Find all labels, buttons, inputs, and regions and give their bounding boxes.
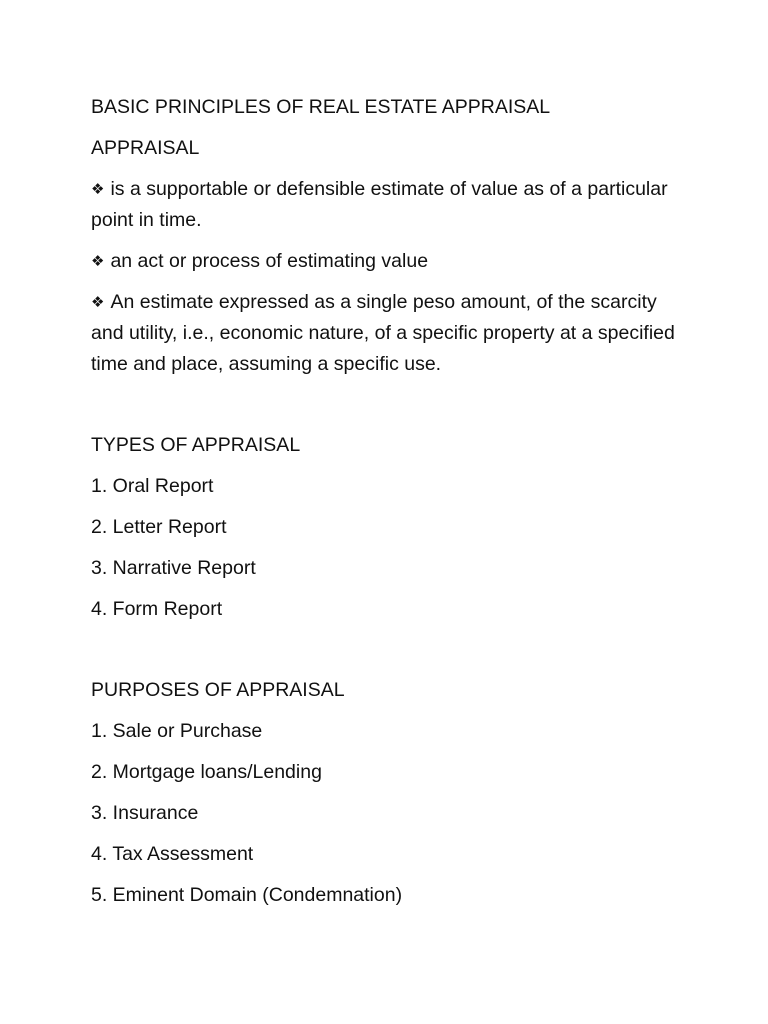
purposes-list-item: 4. Tax Assessment — [91, 843, 254, 865]
purposes-list-item: 1. Sale or Purchase — [91, 720, 263, 742]
purposes-list-item: 5. Eminent Domain (Condemnation) — [91, 884, 403, 906]
purposes-list-item: 3. Insurance — [91, 802, 199, 824]
diamond-bullet-icon: ❖ — [91, 253, 105, 270]
appraisal-heading: APPRAISAL — [91, 137, 200, 159]
types-list-item: 4. Form Report — [91, 598, 223, 620]
definition-text: An estimate expressed as a single peso amount, of the scarcity and utility, i.e., economic nature, of a specific property at a specified time and place, assuming a specific use. — [91, 291, 675, 375]
definition-item — [91, 174, 691, 236]
diamond-bullet-icon: ❖ — [91, 181, 105, 198]
definition-text: an act or process of estimating value — [110, 250, 429, 272]
document-title: BASIC PRINCIPLES OF REAL ESTATE APPRAISAL — [91, 96, 551, 118]
types-list-item: 2. Letter Report — [91, 516, 227, 538]
definition-item — [91, 246, 691, 277]
definition-text: is a supportable or defensible estimate of value as of a particular point in time. — [91, 178, 668, 231]
purposes-list — [91, 716, 691, 911]
diamond-bullet-icon: ❖ — [91, 294, 105, 311]
types-list-item: 3. Narrative Report — [91, 557, 256, 579]
definition-item — [91, 287, 691, 380]
purposes-heading: PURPOSES OF APPRAISAL — [91, 679, 345, 701]
types-list-item: 1. Oral Report — [91, 475, 214, 497]
types-list — [91, 471, 691, 625]
types-heading: TYPES OF APPRAISAL — [91, 434, 301, 456]
purposes-list-item: 2. Mortgage loans/Lending — [91, 761, 322, 783]
document-page — [91, 92, 691, 911]
